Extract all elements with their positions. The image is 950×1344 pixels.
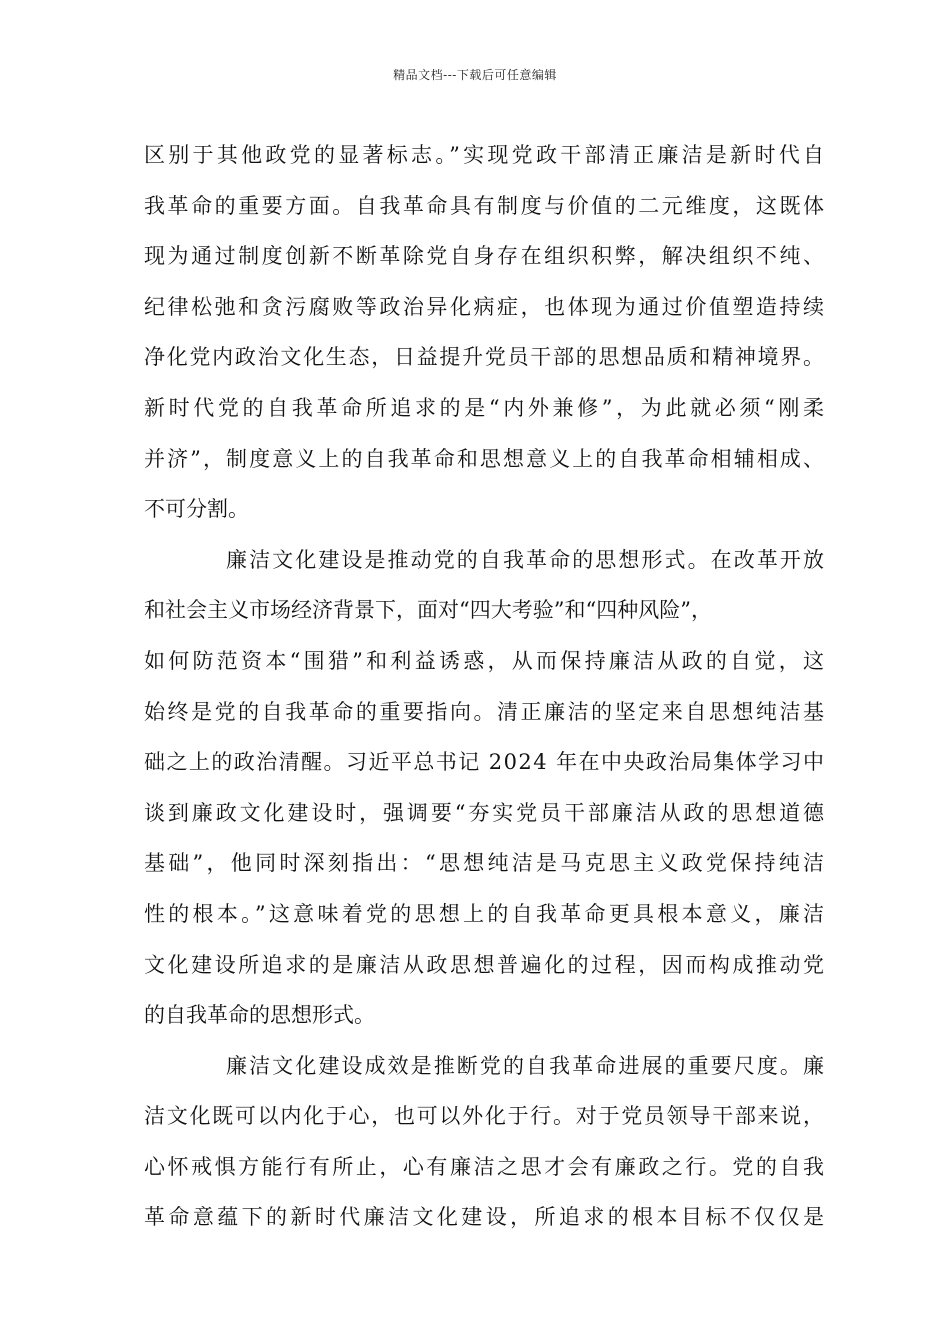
text-line: 谈到廉政文化建设时，强调要“夯实党员干部廉洁从政的思想道德 (144, 800, 827, 825)
text-line: 革命意蕴下的新时代廉洁文化建设，所追求的根本目标不仅仅是 (144, 1205, 828, 1230)
text-line: 并济”，制度意义上的自我革命和思想意义上的自我革命相辅相成、 (144, 446, 827, 471)
text-line: 心怀戒惧方能行有所止，心有廉洁之思才会有廉政之行。党的自我 (144, 1154, 827, 1179)
text-line: 洁文化既可以内化于心，也可以外化于行。对于党员领导干部来说， (144, 1104, 826, 1129)
text-line: 新时代党的自我革命所追求的是“内外兼修”，为此就必须“刚柔 (144, 395, 828, 420)
text-line: 性的根本。”这意味着党的思想上的自我革命更具根本意义，廉洁 (144, 901, 828, 926)
text-line: 文化建设所追求的是廉洁从政思想普遍化的过程，因而构成推动党 (144, 952, 827, 977)
text-line: 不可分割。 (144, 497, 249, 522)
text-line: 廉洁文化建设是推动党的自我革命的思想形式。在改革开放 (226, 547, 827, 572)
text-line: 始终是党的自我革命的重要指向。清正廉洁的坚定来自思想纯洁基 (144, 699, 827, 724)
document-body (144, 130, 828, 1243)
text-line: 如何防范资本“围猎”和利益诱惑，从而保持廉洁从政的自觉，这 (144, 648, 828, 673)
text-line: 我革命的重要方面。自我革命具有制度与价值的二元维度，这既体 (144, 193, 827, 218)
text-line: 的自我革命的思想形式。 (144, 1003, 375, 1028)
text-line: 区别于其他政党的显著标志。”实现党政干部清正廉洁是新时代自 (144, 143, 828, 167)
text-line: 现为通过制度创新不断革除党自身存在组织积弊，解决组织不纯、 (144, 244, 827, 269)
page-header: 精品文档---下载后可任意编辑 (393, 68, 557, 82)
text-line: 廉洁文化建设成效是推断党的自我革命进展的重要尺度。廉 (226, 1053, 827, 1078)
text-line: 净化党内政治文化生态，日益提升党员干部的思想品质和精神境界。 (144, 345, 826, 370)
text-line: 基础”，他同时深刻指出：“思想纯洁是马克思主义政党保持纯洁 (144, 851, 828, 876)
text-line: 础之上的政治清醒。习近平总书记 2024 年在中央政治局集体学习中 (144, 750, 826, 775)
text-line: 和社会主义市场经济背景下，面对“四大考验”和“四种风险”， (144, 598, 712, 623)
text-line: 纪律松弛和贪污腐败等政治异化病症，也体现为通过价值塑造持续 (144, 294, 827, 319)
